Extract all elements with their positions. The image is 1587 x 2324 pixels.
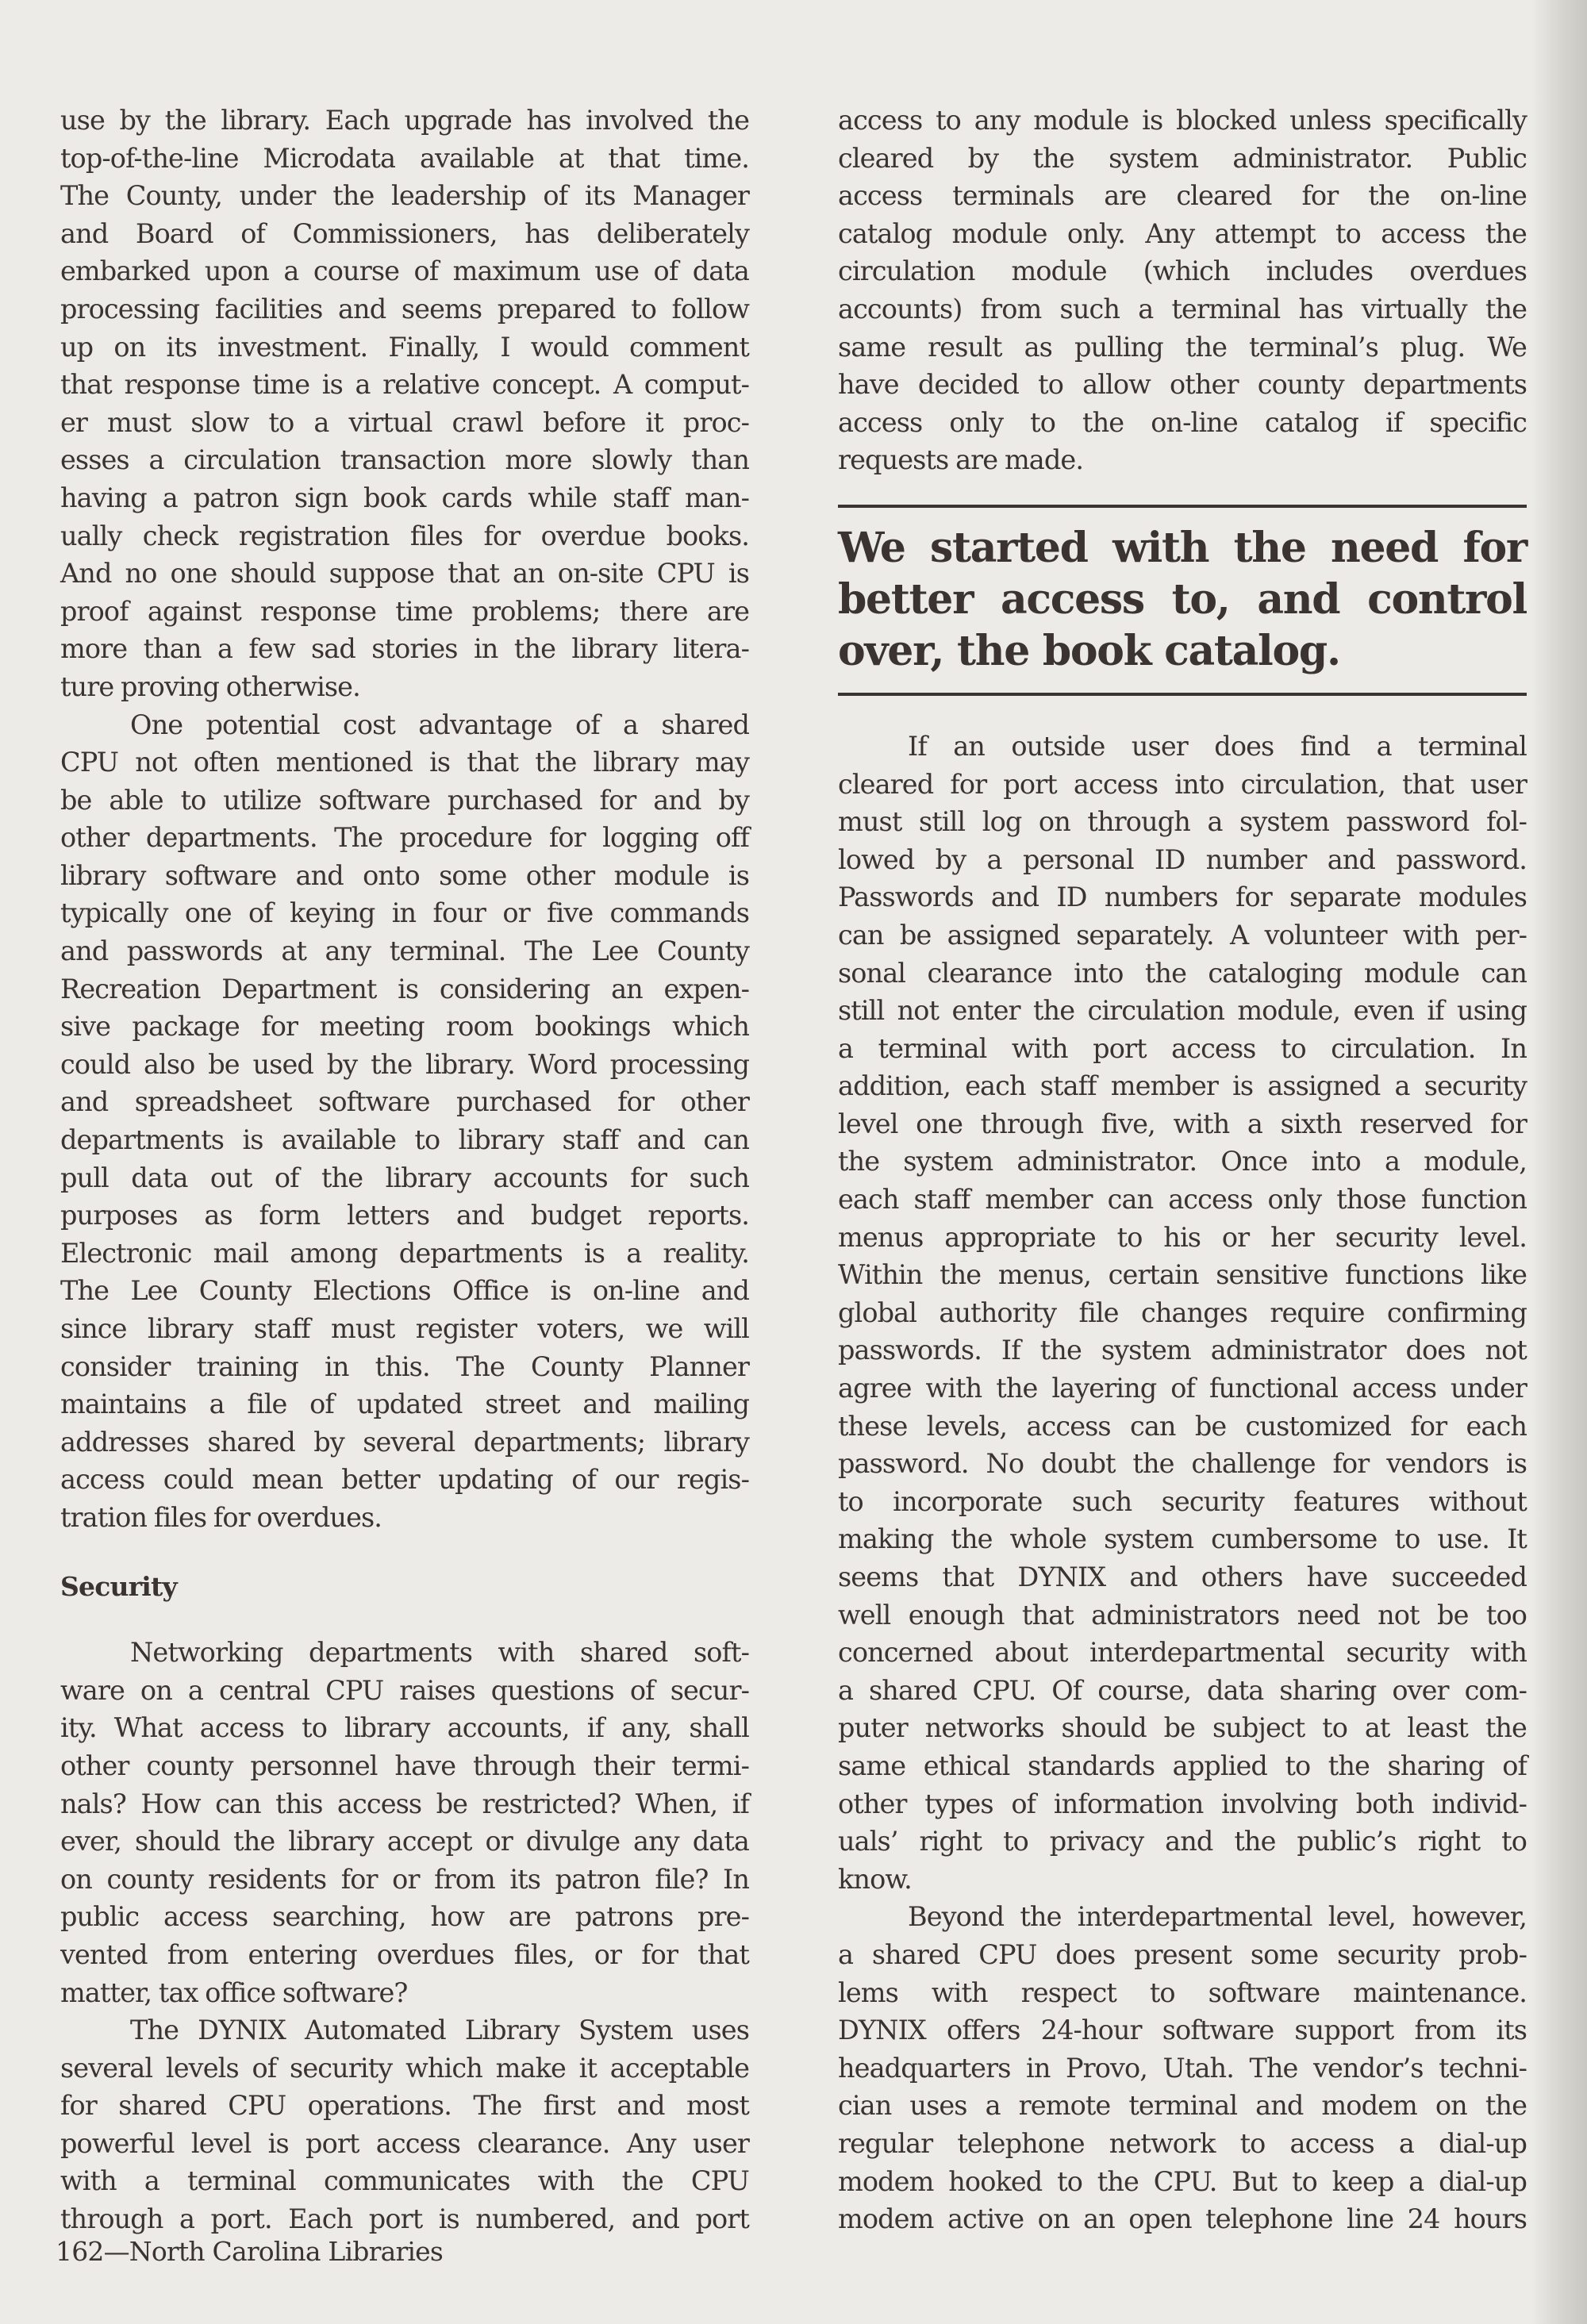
text-line: level one through five, with a sixth reserved for: [838, 1108, 1527, 1139]
text-line: modem active on an open telephone line 24 hours: [838, 2203, 1527, 2235]
text-line: top-of-the-line Microdata available at that time.: [60, 142, 749, 174]
text-line: concerned about interdepartmental security with: [838, 1637, 1527, 1669]
text-line: puter networks should be subject to at least the: [838, 1712, 1527, 1744]
text-line: and passwords at any terminal. The Lee County: [60, 935, 749, 967]
text-line: have decided to allow other county departments: [838, 369, 1527, 401]
text-line: several levels of security which make it acceptable: [60, 2052, 749, 2084]
text-line: tration files for overdues.: [60, 1501, 382, 1533]
text-line: that response time is a relative concept. A comput-: [60, 369, 749, 401]
text-line: Electronic mail among departments is a reality.: [60, 1237, 749, 1269]
text-line: cleared by the system administrator. Public: [838, 142, 1527, 174]
text-line: same ethical standards applied to the sharing of: [838, 1750, 1527, 1781]
text-line: ture proving otherwise.: [60, 670, 360, 702]
text-line: sonal clearance into the cataloging module can: [838, 957, 1527, 989]
text-line: access to any module is blocked unless specifically: [838, 105, 1527, 136]
text-line: typically one of keying in four or five commands: [60, 897, 749, 929]
text-line: lems with respect to software maintenance.: [838, 1976, 1527, 2008]
text-line: departments is available to library staff and can: [60, 1124, 749, 1156]
text-line: access only to the on-line catalog if specific: [838, 406, 1527, 438]
text-line: to incorporate such security features without: [838, 1485, 1527, 1517]
text-line: these levels, access can be customized for each: [838, 1410, 1527, 1442]
text-line: making the whole system cumbersome to use. It: [838, 1523, 1527, 1555]
text-line: menus appropriate to his or her security level.: [838, 1221, 1527, 1253]
spacer: [60, 1605, 749, 1634]
text-line: catalog module only. Any attempt to access the: [838, 217, 1527, 249]
paragraph: [60, 1634, 749, 2011]
text-line: The DYNIX Automated Library System uses: [130, 2015, 749, 2046]
text-line: be able to utilize software purchased for and by: [60, 784, 749, 816]
text-line: well enough that administrators need not be too: [838, 1599, 1527, 1631]
text-line: purposes as form letters and budget reports.: [60, 1200, 749, 1231]
page-binding-shadow: [1531, 0, 1587, 2324]
text-line: must still log on through a system password fol-: [838, 806, 1527, 838]
text-line: the system administrator. Once into a module,: [838, 1146, 1527, 1177]
text-line: uals’ right to privacy and the public’s right to: [838, 1826, 1527, 1857]
pull-quote-block: [838, 505, 1527, 696]
text-line: Beyond the interdepartmental level, however,: [908, 1901, 1527, 1933]
text-line: Passwords and ID numbers for separate modules: [838, 882, 1527, 913]
pull-quote-line: better access to, and control: [838, 574, 1527, 624]
text-line: having a patron sign book cards while staff man-: [60, 482, 749, 513]
pull-quote-line: We started with the need for: [838, 523, 1527, 572]
pull-quote: [838, 522, 1527, 677]
text-line: regular telephone network to access a dial-up: [838, 2127, 1527, 2159]
text-line: requests are made.: [838, 444, 1084, 476]
text-line: headquarters in Provo, Utah. The vendor’s techni-: [838, 2052, 1527, 2084]
text-line: The County, under the leadership of its Manager: [60, 180, 749, 212]
text-line: nals? How can this access be restricted? When, if: [60, 1788, 749, 1819]
text-line: a shared CPU. Of course, data sharing over com-: [838, 1674, 1527, 1706]
text-line: esses a circulation transaction more slowly than: [60, 444, 749, 476]
paragraph: [838, 102, 1527, 479]
text-line: And no one should suppose that an on-site CPU is: [60, 558, 749, 590]
text-line: other departments. The procedure for logging off: [60, 822, 749, 854]
text-line: global authority file changes require confirming: [838, 1296, 1527, 1328]
text-line: proof against response time problems; there are: [60, 595, 749, 627]
text-line: up on its investment. Finally, I would comment: [60, 331, 749, 363]
text-line: sive package for meeting room bookings which: [60, 1011, 749, 1043]
text-line: embarked upon a course of maximum use of data: [60, 255, 749, 287]
text-line: can be assigned separately. A volunteer with per-: [838, 919, 1527, 951]
text-line: matter, tax office software?: [60, 1976, 408, 2008]
text-line: same result as pulling the terminal’s plug. We: [838, 331, 1527, 363]
text-line: consider training in this. The County Planner: [60, 1350, 749, 1382]
text-line: CPU not often mentioned is that the library may: [60, 747, 749, 778]
text-line: other types of information involving both individ-: [838, 1788, 1527, 1819]
page-footer: 162—North Carolina Libraries: [56, 2236, 444, 2267]
text-line: with a terminal communicates with the CPU: [60, 2165, 749, 2197]
text-line: and spreadsheet software purchased for other: [60, 1086, 749, 1118]
text-line: know.: [838, 1863, 912, 1895]
paragraph: [838, 1898, 1527, 2238]
pull-quote-line: over, the book catalog.: [838, 626, 1340, 675]
text-line: pull data out of the library accounts for such: [60, 1162, 749, 1193]
text-line: ever, should the library accept or divulge any data: [60, 1826, 749, 1857]
text-line: maintains a file of updated street and mailing: [60, 1389, 749, 1420]
text-line: ity. What access to library accounts, if any, shall: [60, 1712, 749, 1744]
text-line: ware on a central CPU raises questions of secur-: [60, 1674, 749, 1706]
text-line: each staff member can access only those function: [838, 1184, 1527, 1216]
text-line: cian uses a remote terminal and modem on the: [838, 2090, 1527, 2122]
text-line: since library staff must register voters, we will: [60, 1313, 749, 1344]
paragraph: [838, 728, 1527, 1898]
paragraph: [60, 706, 749, 1537]
text-line: The Lee County Elections Office is on-line and: [60, 1275, 749, 1307]
text-line: through a port. Each port is numbered, and port: [60, 2203, 749, 2235]
text-line: One potential cost advantage of a shared: [130, 709, 749, 740]
section-heading-security: Security: [60, 1570, 177, 1602]
text-line: on county residents for or from its patron file? In: [60, 1863, 749, 1895]
text-line: seems that DYNIX and others have succeeded: [838, 1561, 1527, 1592]
text-line: use by the library. Each upgrade has involved the: [60, 105, 749, 136]
text-line: a terminal with port access to circulation. In: [838, 1032, 1527, 1064]
text-line: a shared CPU does present some security prob-: [838, 1938, 1527, 1970]
spacer: [838, 696, 1527, 728]
text-line: could also be used by the library. Word processing: [60, 1048, 749, 1080]
paragraph: [60, 2011, 749, 2238]
text-line: public access searching, how are patrons pre-: [60, 1901, 749, 1933]
paragraph: [60, 102, 749, 706]
spacer: [60, 1537, 749, 1568]
text-line: lowed by a personal ID number and password.: [838, 843, 1527, 875]
text-line: more than a few sad stories in the library litera-: [60, 633, 749, 665]
text-line: addition, each staff member is assigned a security: [838, 1070, 1527, 1102]
text-line: If an outside user does find a terminal: [908, 730, 1527, 762]
text-line: addresses shared by several departments; library: [60, 1426, 749, 1458]
text-line: cleared for port access into circulation, that user: [838, 768, 1527, 800]
text-line: and Board of Commissioners, has deliberately: [60, 217, 749, 249]
text-line: still not enter the circulation module, even if using: [838, 995, 1527, 1027]
text-line: DYNIX offers 24-hour software support from its: [838, 2015, 1527, 2046]
text-line: access terminals are cleared for the on-line: [838, 180, 1527, 212]
text-line: passwords. If the system administrator does not: [838, 1335, 1527, 1366]
text-line: Recreation Department is considering an expen-: [60, 973, 749, 1005]
text-line: password. No doubt the challenge for vendors is: [838, 1448, 1527, 1480]
left-column: [60, 102, 749, 2238]
right-column: [838, 102, 1527, 2238]
text-line: vented from entering overdues files, or for that: [60, 1938, 749, 1970]
text-line: library software and onto some other module is: [60, 859, 749, 891]
text-line: modem hooked to the CPU. But to keep a dial-up: [838, 2165, 1527, 2197]
text-line: processing facilities and seems prepared to follow: [60, 293, 749, 325]
text-line: for shared CPU operations. The first and most: [60, 2090, 749, 2122]
text-line: ually check registration files for overdue books.: [60, 520, 749, 551]
text-line: circulation module (which includes overdues: [838, 255, 1527, 287]
text-line: powerful level is port access clearance. Any user: [60, 2127, 749, 2159]
pull-quote-top-rule: [838, 505, 1527, 508]
text-line: access could mean better updating of our regis-: [60, 1464, 749, 1496]
text-line: Within the menus, certain sensitive functions like: [838, 1259, 1527, 1291]
text-line: Networking departments with shared soft-: [130, 1637, 749, 1669]
text-line: other county personnel have through their termi-: [60, 1750, 749, 1781]
text-line: accounts) from such a terminal has virtually the: [838, 293, 1527, 325]
text-line: er must slow to a virtual crawl before it proc-: [60, 406, 749, 438]
text-line: agree with the layering of functional access under: [838, 1373, 1527, 1404]
